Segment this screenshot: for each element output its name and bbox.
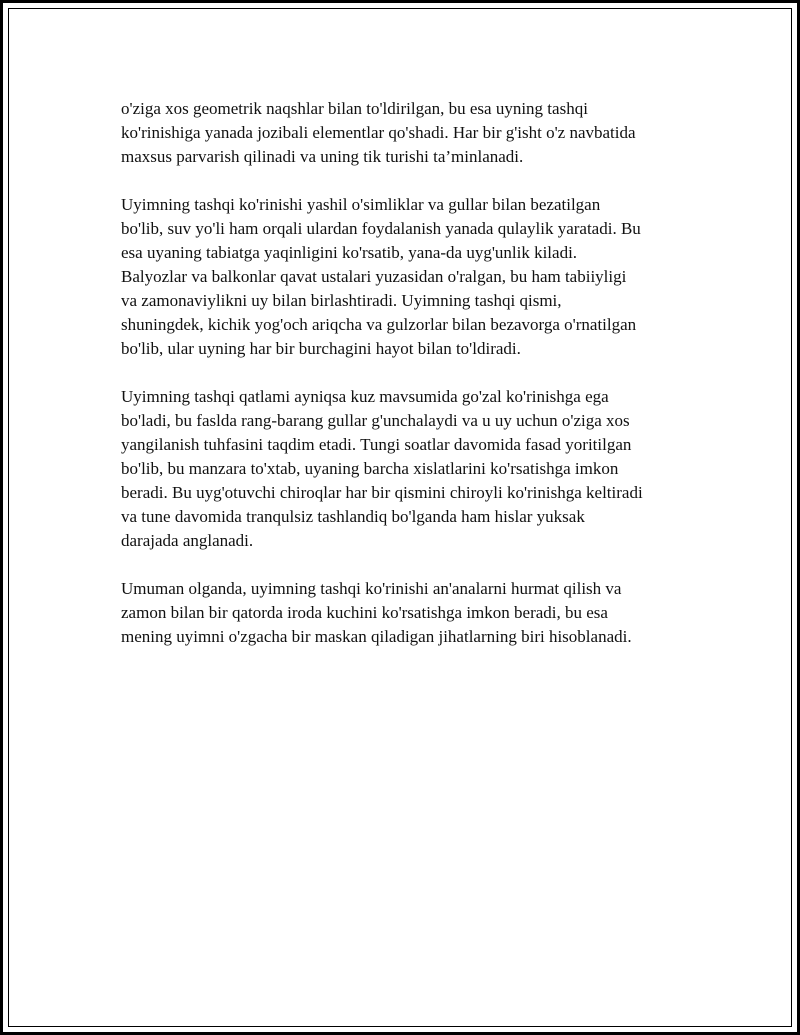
document-body [121, 97, 721, 673]
paragraph-1: o'ziga xos geometrik naqshlar bilan to'ldirilgan, bu esa uyning tashqi ko'rinishiga yanada jozibali elementlar qo'shadi. Har bir g'isht o'z navbatida maxsus parvarish qilinadi va uning tik turishi ta’minlanadi. [121, 99, 636, 166]
paragraph-2: Uyimning tashqi ko'rinishi yashil o'simliklar va gullar bilan bezatilgan bo'lib, suv yo'li ham orqali ulardan foydalanish yanada qulaylik yaratadi. Bu esa uyaning tabiatga yaqinligini ko'rsatib, yana-da uyg'unlik kiladi. Balyozlar va balkonlar qavat ustalari yuzasidan o'ralgan, bu ham tabiiyligi va zamonaviylikni uy bilan birlashtiradi. Uyimning tashqi qismi, shuningdek, kichik yog'och ariqcha va gulzorlar bilan bezavorga o'rnatilgan bo'lib, ular uyning har bir burchagini hayot bilan to'ldiradi. [121, 195, 641, 358]
paragraph-4: Umuman olganda, uyimning tashqi ko'rinishi an'analarni hurmat qilish va zamon bilan bir qatorda iroda kuchini ko'rsatishga imkon beradi, bu esa mening uyimni o'zgacha bir maskan qiladigan jihatlarning biri hisoblanadi. [121, 579, 632, 646]
paragraph-3: Uyimning tashqi qatlami ayniqsa kuz mavsumida go'zal ko'rinishga ega bo'ladi, bu faslda rang-barang gullar g'unchalaydi va u uy uchun o'ziga xos yangilanish tuhfasini taqdim etadi. Tungi soatlar davomida fasad yoritilgan bo'lib, bu manzara to'xtab, uyaning barcha xislatlarini ko'rsatishga imkon beradi. Bu uyg'otuvchi chiroqlar har bir qismini chiroyli ko'rinishga keltiradi va tune davomida tranqulsiz tashlandiq bo'lganda ham hislar yuksak darajada anglanadi. [121, 387, 643, 550]
